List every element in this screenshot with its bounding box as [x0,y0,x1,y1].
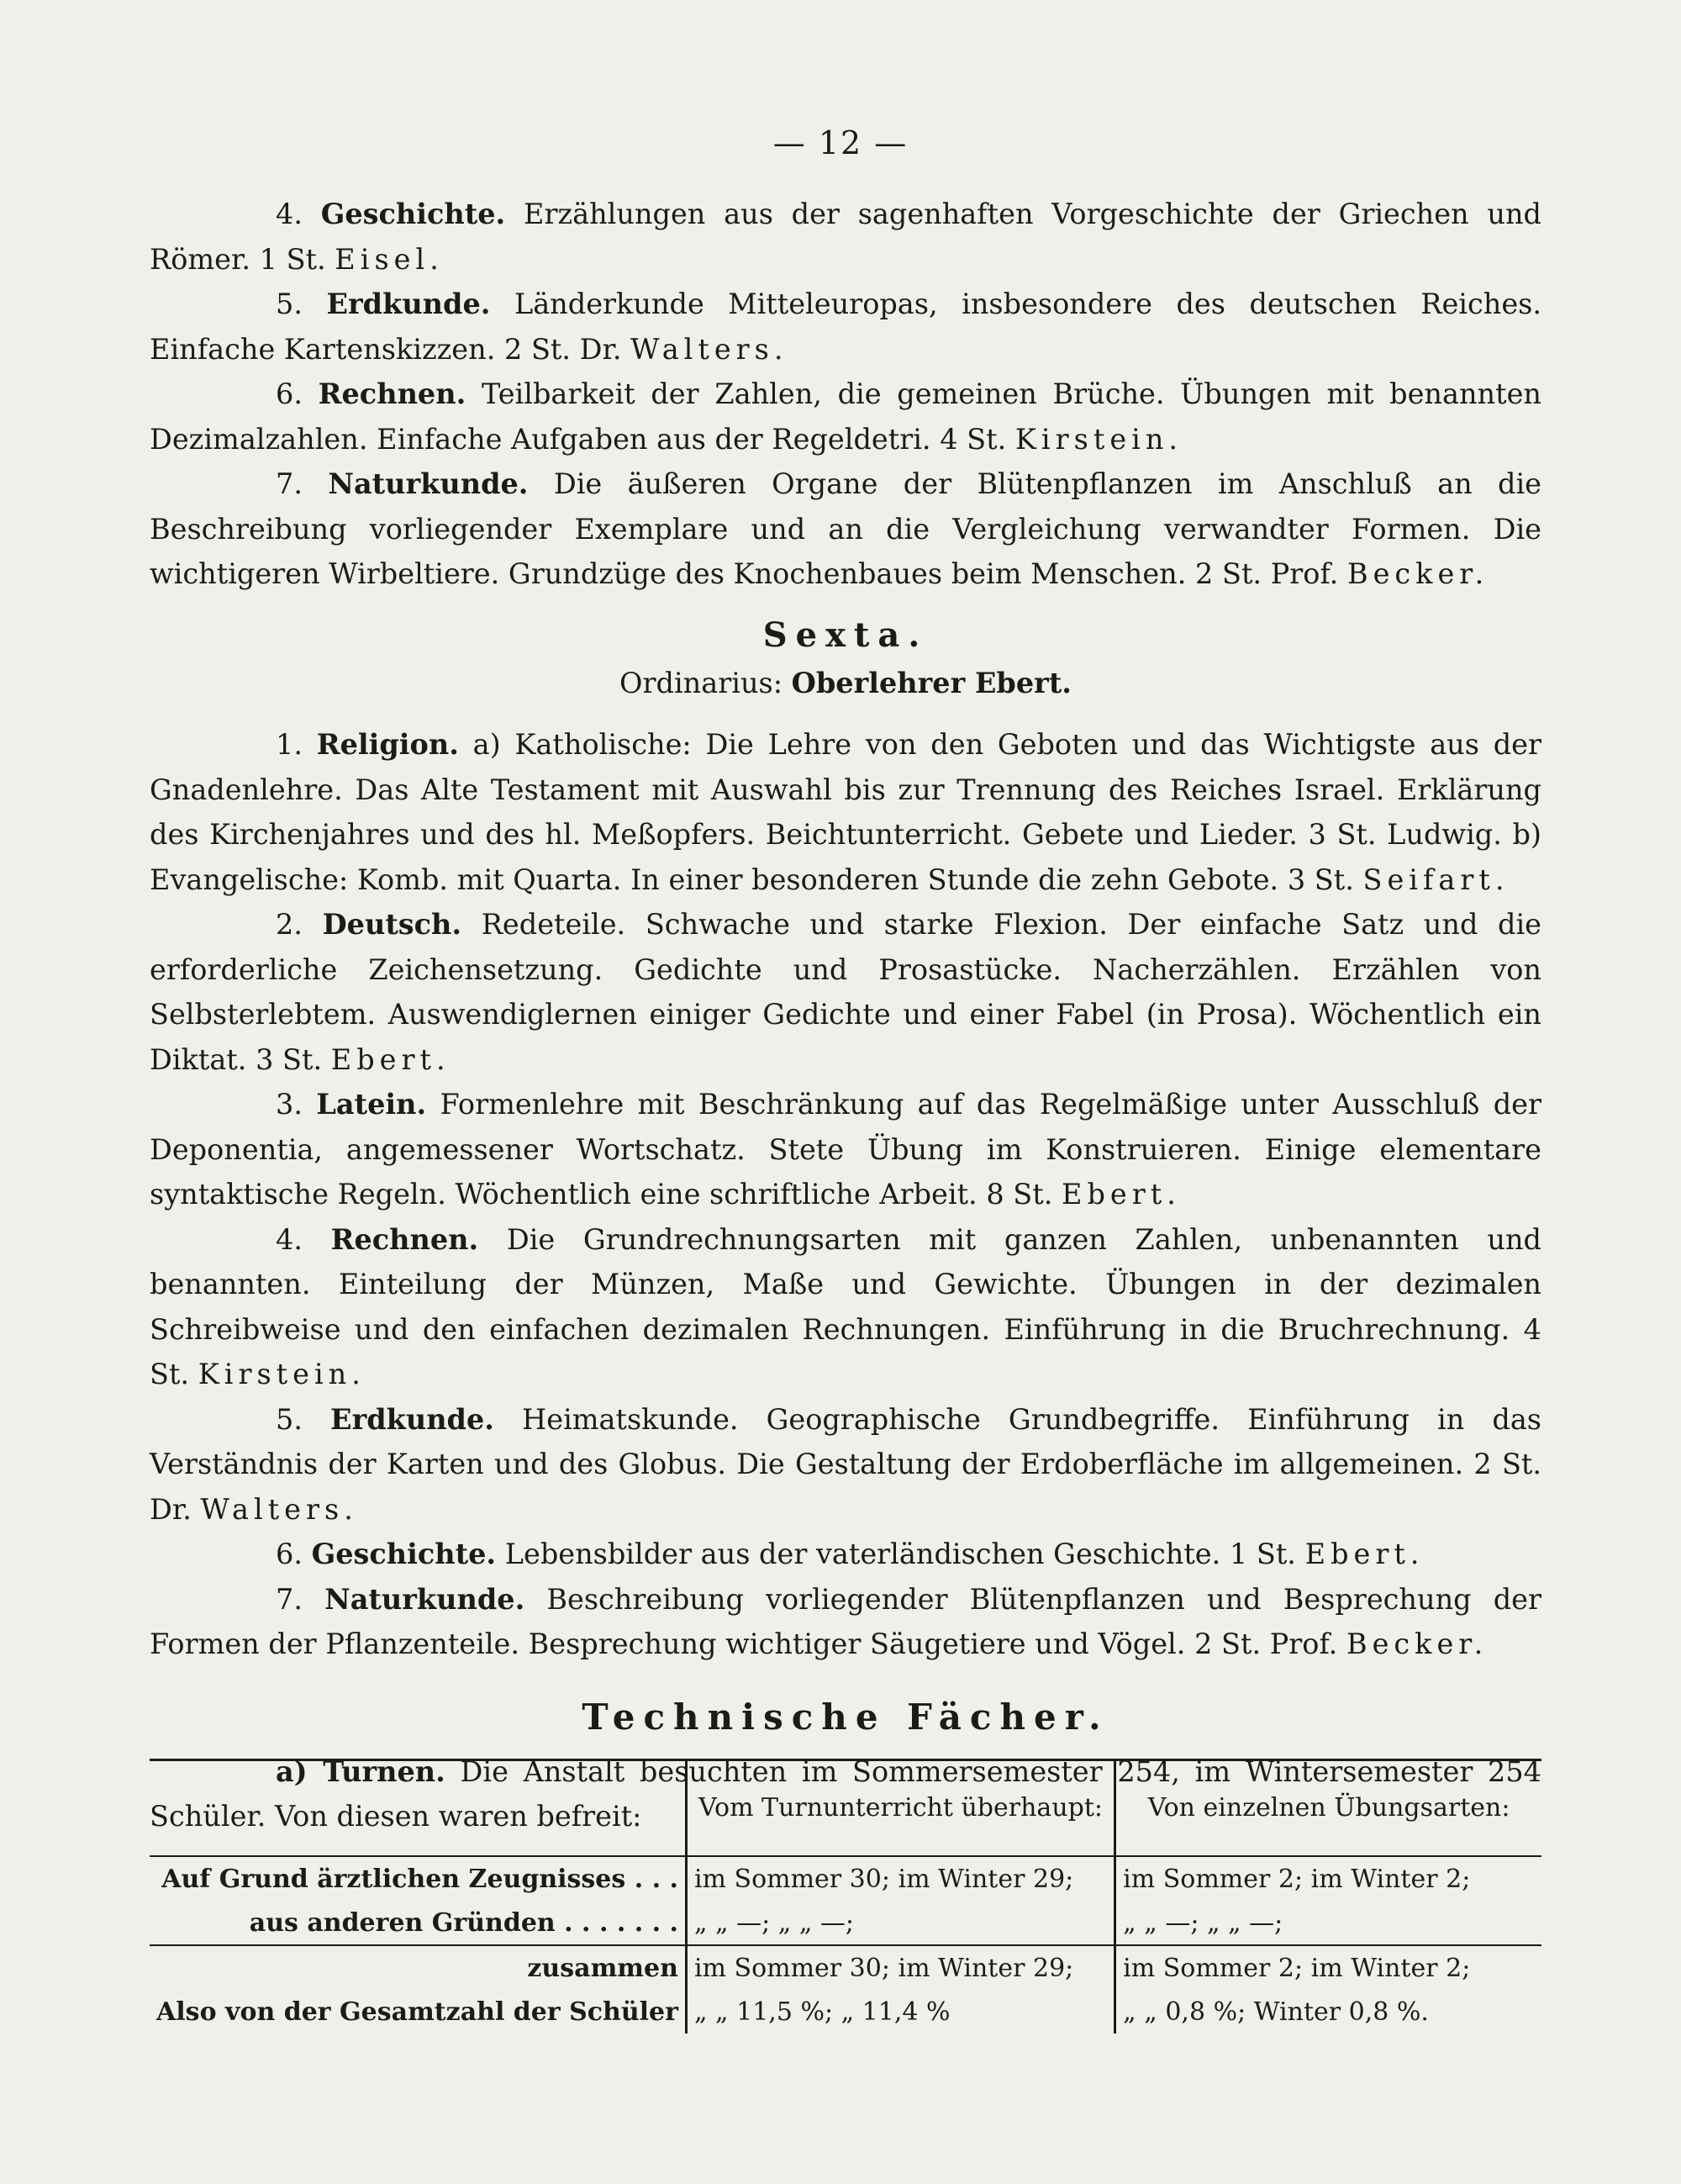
sexta-item: 2. Deutsch. Redeteile. Schwache und starke Flexion. Der einfache Satz und die erforderliche Zeichensetzung. Gedichte und Prosastücke. Nacherzählen. Erzählen von Selbsterlebtem. Auswendiglernen einiger Gedichte und einer Fabel (in Prosa). Wöchentlich ein Diktat. 3 St. Ebert. [150,908,1541,1076]
teacher-name: Ebert. [330,1042,451,1076]
subject-heading: Erdkunde. [326,288,491,320]
teacher-name: Kirstein. [198,1358,366,1390]
subject-heading: Geschichte. [311,1538,497,1570]
quinta-item: 7. Naturkunde. Die äußeren Organe der Blütenpflanzen im Anschluß an die Beschreibung vorliegender Exemplare und an die Vergleichung verwandter Formen. Die wichtigeren Wirbeltiere. Grundzüge des Knochenbaues beim Menschen. 2 St. Prof. Becker. [150,467,1542,590]
subject-heading: Rechnen. [318,377,466,410]
subject-heading: Deutsch. [322,908,462,941]
sexta-item: 1. Religion. a) Katholische: Die Lehre von den Geboten und das Wichtigste aus der Gnadenlehre. Das Alte Testament mit Auswahl bis zur Trennung des Reiches Israel. Erklärung des Kirchenjahres und des hl. Meßopfers. Beichtunterricht. Gebete und Lieder. 3 St. Ludwig. b) Evangelische: Komb. mit Quarta. In einer besonderen Stunde die zehn Gebote. 3 St. Seifart. [150,728,1541,896]
table-cell: im Sommer 30; im Winter 29; [686,1945,1115,1990]
table-cell: „ „ —; „ „ —; [686,1901,1115,1945]
sexta-item: 6. Geschichte. Lebensbilder aus der vaterländischen Geschichte. 1 St. Ebert. [276,1538,1425,1570]
row-label: Also von der Gesamtzahl der Schüler [156,1997,678,2027]
sexta-item: 5. Erdkunde. Heimatskunde. Geographische Grundbegriffe. Einführung in das Verständnis der Karten und des Globus. Die Gestaltung der Erdoberfläche im allgemeinen. 2 St. Dr. Walters. [150,1402,1541,1526]
teacher-name: Seifart. [1362,863,1510,896]
table-header-row [150,1760,1541,1857]
table-cell: im Sommer 2; im Winter 2; [1115,1945,1541,1990]
row-label: Auf Grund ärztlichen Zeugnisses . . . [161,1864,678,1894]
teacher-name: Becker. [1346,557,1489,590]
table-cell: „ „ 11,5 %; „ 11,4 % [686,1990,1115,2034]
subject-heading: Naturkunde. [328,467,529,500]
table-cell: im Sommer 30; im Winter 29; [686,1856,1115,1901]
teacher-name: Eisel. [335,242,444,276]
section-title-sexta: Sexta. [762,615,929,655]
table-row [150,1990,1541,2034]
sexta-item: 7. Naturkunde. Beschreibung vorliegender Blütenpflanzen und Besprechung der Formen der Pflanzenteile. Besprechung wichtiger Säugetiere und Vögel. 2 St. Prof. Becker. [150,1582,1541,1660]
body-text [150,192,1541,1839]
table-row [150,1945,1541,1990]
subject-heading: Naturkunde. [324,1582,525,1616]
row-label: aus anderen Gründen . . . . . . . [150,1901,686,1945]
table-corner [150,1760,686,1857]
column-header: Von einzelnen Übungsarten: [1115,1760,1541,1857]
ordinarius-line [150,661,1541,706]
ordinarius-label: Ordinarius: [619,666,783,699]
row-label: zusammen [527,1953,678,1983]
sexta-item: 3. Latein. Formenlehre mit Beschränkung auf das Regelmäßige unter Ausschluß der Deponentia, angemessener Wortschatz. Stete Übung im Konstruieren. Einige elementare syntaktische Regeln. Wöchentlich eine schriftliche Arbeit. 8 St. Ebert. [150,1088,1541,1211]
table-cell: „ „ —; „ „ —; [1115,1901,1541,1945]
teacher-name: Walters. [200,1492,358,1526]
turnen-table [150,1759,1541,2034]
subject-heading: a) Turnen. [276,1754,445,1788]
quinta-item: 4. Geschichte. Erzählungen aus der sagenhaften Vorgeschichte der Griechen und Römer. 1 St. Eisel. [150,198,1541,276]
teacher-name: Kirstein. [1014,422,1183,456]
quinta-item: 5. Erdkunde. Länderkunde Mitteleuropas, insbesondere des deutschen Reiches. Einfache Kartenskizzen. 2 St. Dr. Walters. [150,288,1541,366]
subject-heading: Latein. [316,1088,427,1121]
table-row [150,1856,1541,1901]
table-row [150,1901,1541,1945]
sexta-item: 4. Rechnen. Die Grundrechnungsarten mit ganzen Zahlen, unbenannten und benannten. Einteilung der Münzen, Maße und Gewichte. Übungen in der dezimalen Schreibweise und den einfachen dezimalen Rechnungen. Einführung in die Bruchrechnung. 4 St. Kirstein. [150,1222,1541,1390]
teacher-name: Walters. [630,332,788,366]
ordinarius-name: Oberlehrer Ebert. [791,666,1072,699]
table-cell: „ „ 0,8 %; Winter 0,8 %. [1115,1990,1541,2034]
subject-heading: Geschichte. [320,198,506,230]
page-number: — 12 — [772,124,909,161]
table-cell: im Sommer 2; im Winter 2; [1115,1856,1541,1901]
column-header: Vom Turnunterricht überhaupt: [686,1760,1115,1857]
quinta-item: 6. Rechnen. Teilbarkeit der Zahlen, die gemeinen Brüche. Übungen mit benannten Dezimalzahlen. Einfache Aufgaben aus der Regeldetri. 4 St. Kirstein. [150,377,1541,456]
section-title-technische: Technische Fächer. [582,1696,1109,1738]
subject-heading: Erdkunde. [330,1402,494,1436]
teacher-name: Ebert. [1062,1178,1181,1211]
turnen-paragraph: a) Turnen. Die Anstalt besuchten im Sommersemester 254, im Wintersemester 254 Schüler. Von diesen waren befreit: [150,1754,1541,1833]
teacher-name: Ebert. [1304,1538,1425,1570]
teacher-name: Becker. [1346,1627,1489,1660]
subject-heading: Religion. [316,728,459,761]
subject-heading: Rechnen. [330,1222,479,1256]
